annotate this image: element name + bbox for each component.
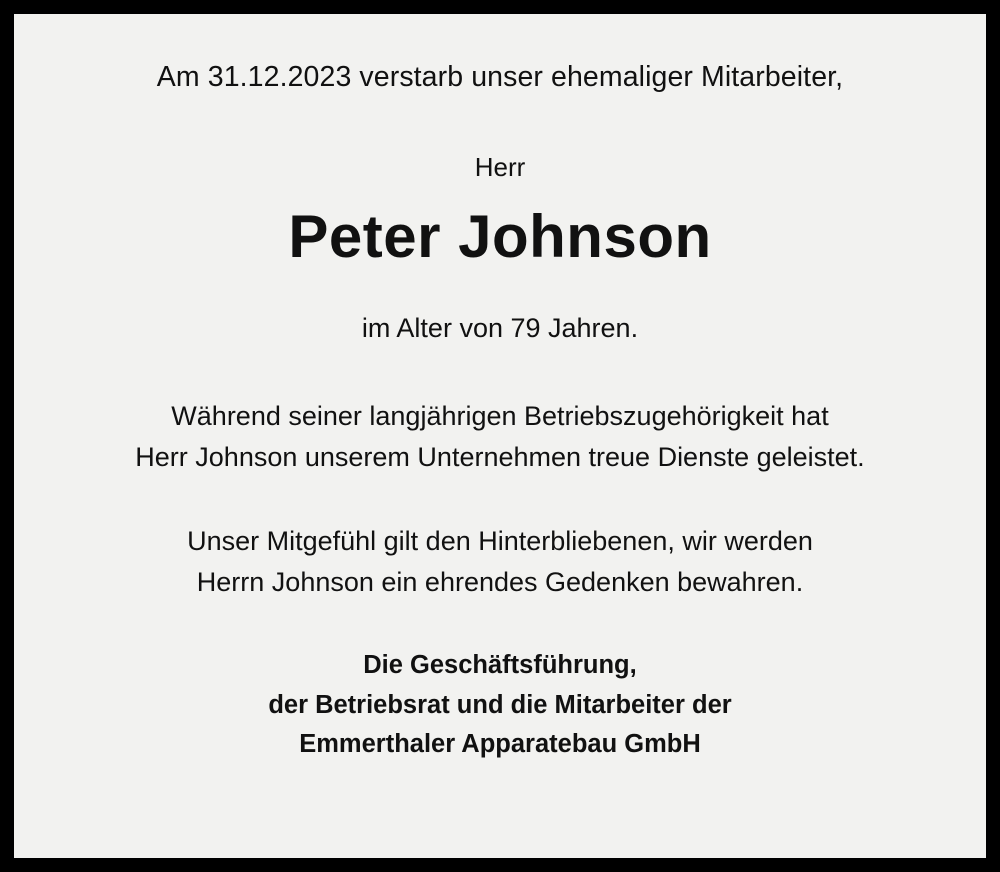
age-line: im Alter von 79 Jahren. bbox=[361, 312, 639, 343]
intro-line: Am 31.12.2023 verstarb unser ehemaliger Mitarbeiter, bbox=[156, 61, 844, 93]
signature-line-3: Emmerthaler Apparatebau GmbH bbox=[299, 730, 701, 759]
tribute-paragraph-2 bbox=[48, 521, 952, 602]
signature-line-1: Die Geschäftsführung, bbox=[363, 651, 637, 680]
tribute-paragraph-2-line-2: Herrn Johnson ein ehrendes Gedenken bewahren. bbox=[196, 566, 804, 597]
salutation: Herr bbox=[474, 151, 526, 182]
deceased-name: Peter Johnson bbox=[288, 202, 712, 270]
tribute-paragraph-1-line-2: Herr Johnson unserem Unternehmen treue Dienste geleistet. bbox=[135, 441, 865, 472]
tribute-paragraph-1 bbox=[48, 396, 952, 477]
tribute-paragraph-2-line-1: Unser Mitgefühl gilt den Hinterbliebenen, wir werden bbox=[187, 526, 813, 557]
obituary-content bbox=[14, 14, 986, 858]
signature-line-2: der Betriebsrat und die Mitarbeiter der bbox=[268, 690, 732, 719]
tribute-paragraph-1-line-1: Während seiner langjährigen Betriebszugehörigkeit hat bbox=[171, 401, 829, 432]
signature-block bbox=[48, 646, 952, 765]
